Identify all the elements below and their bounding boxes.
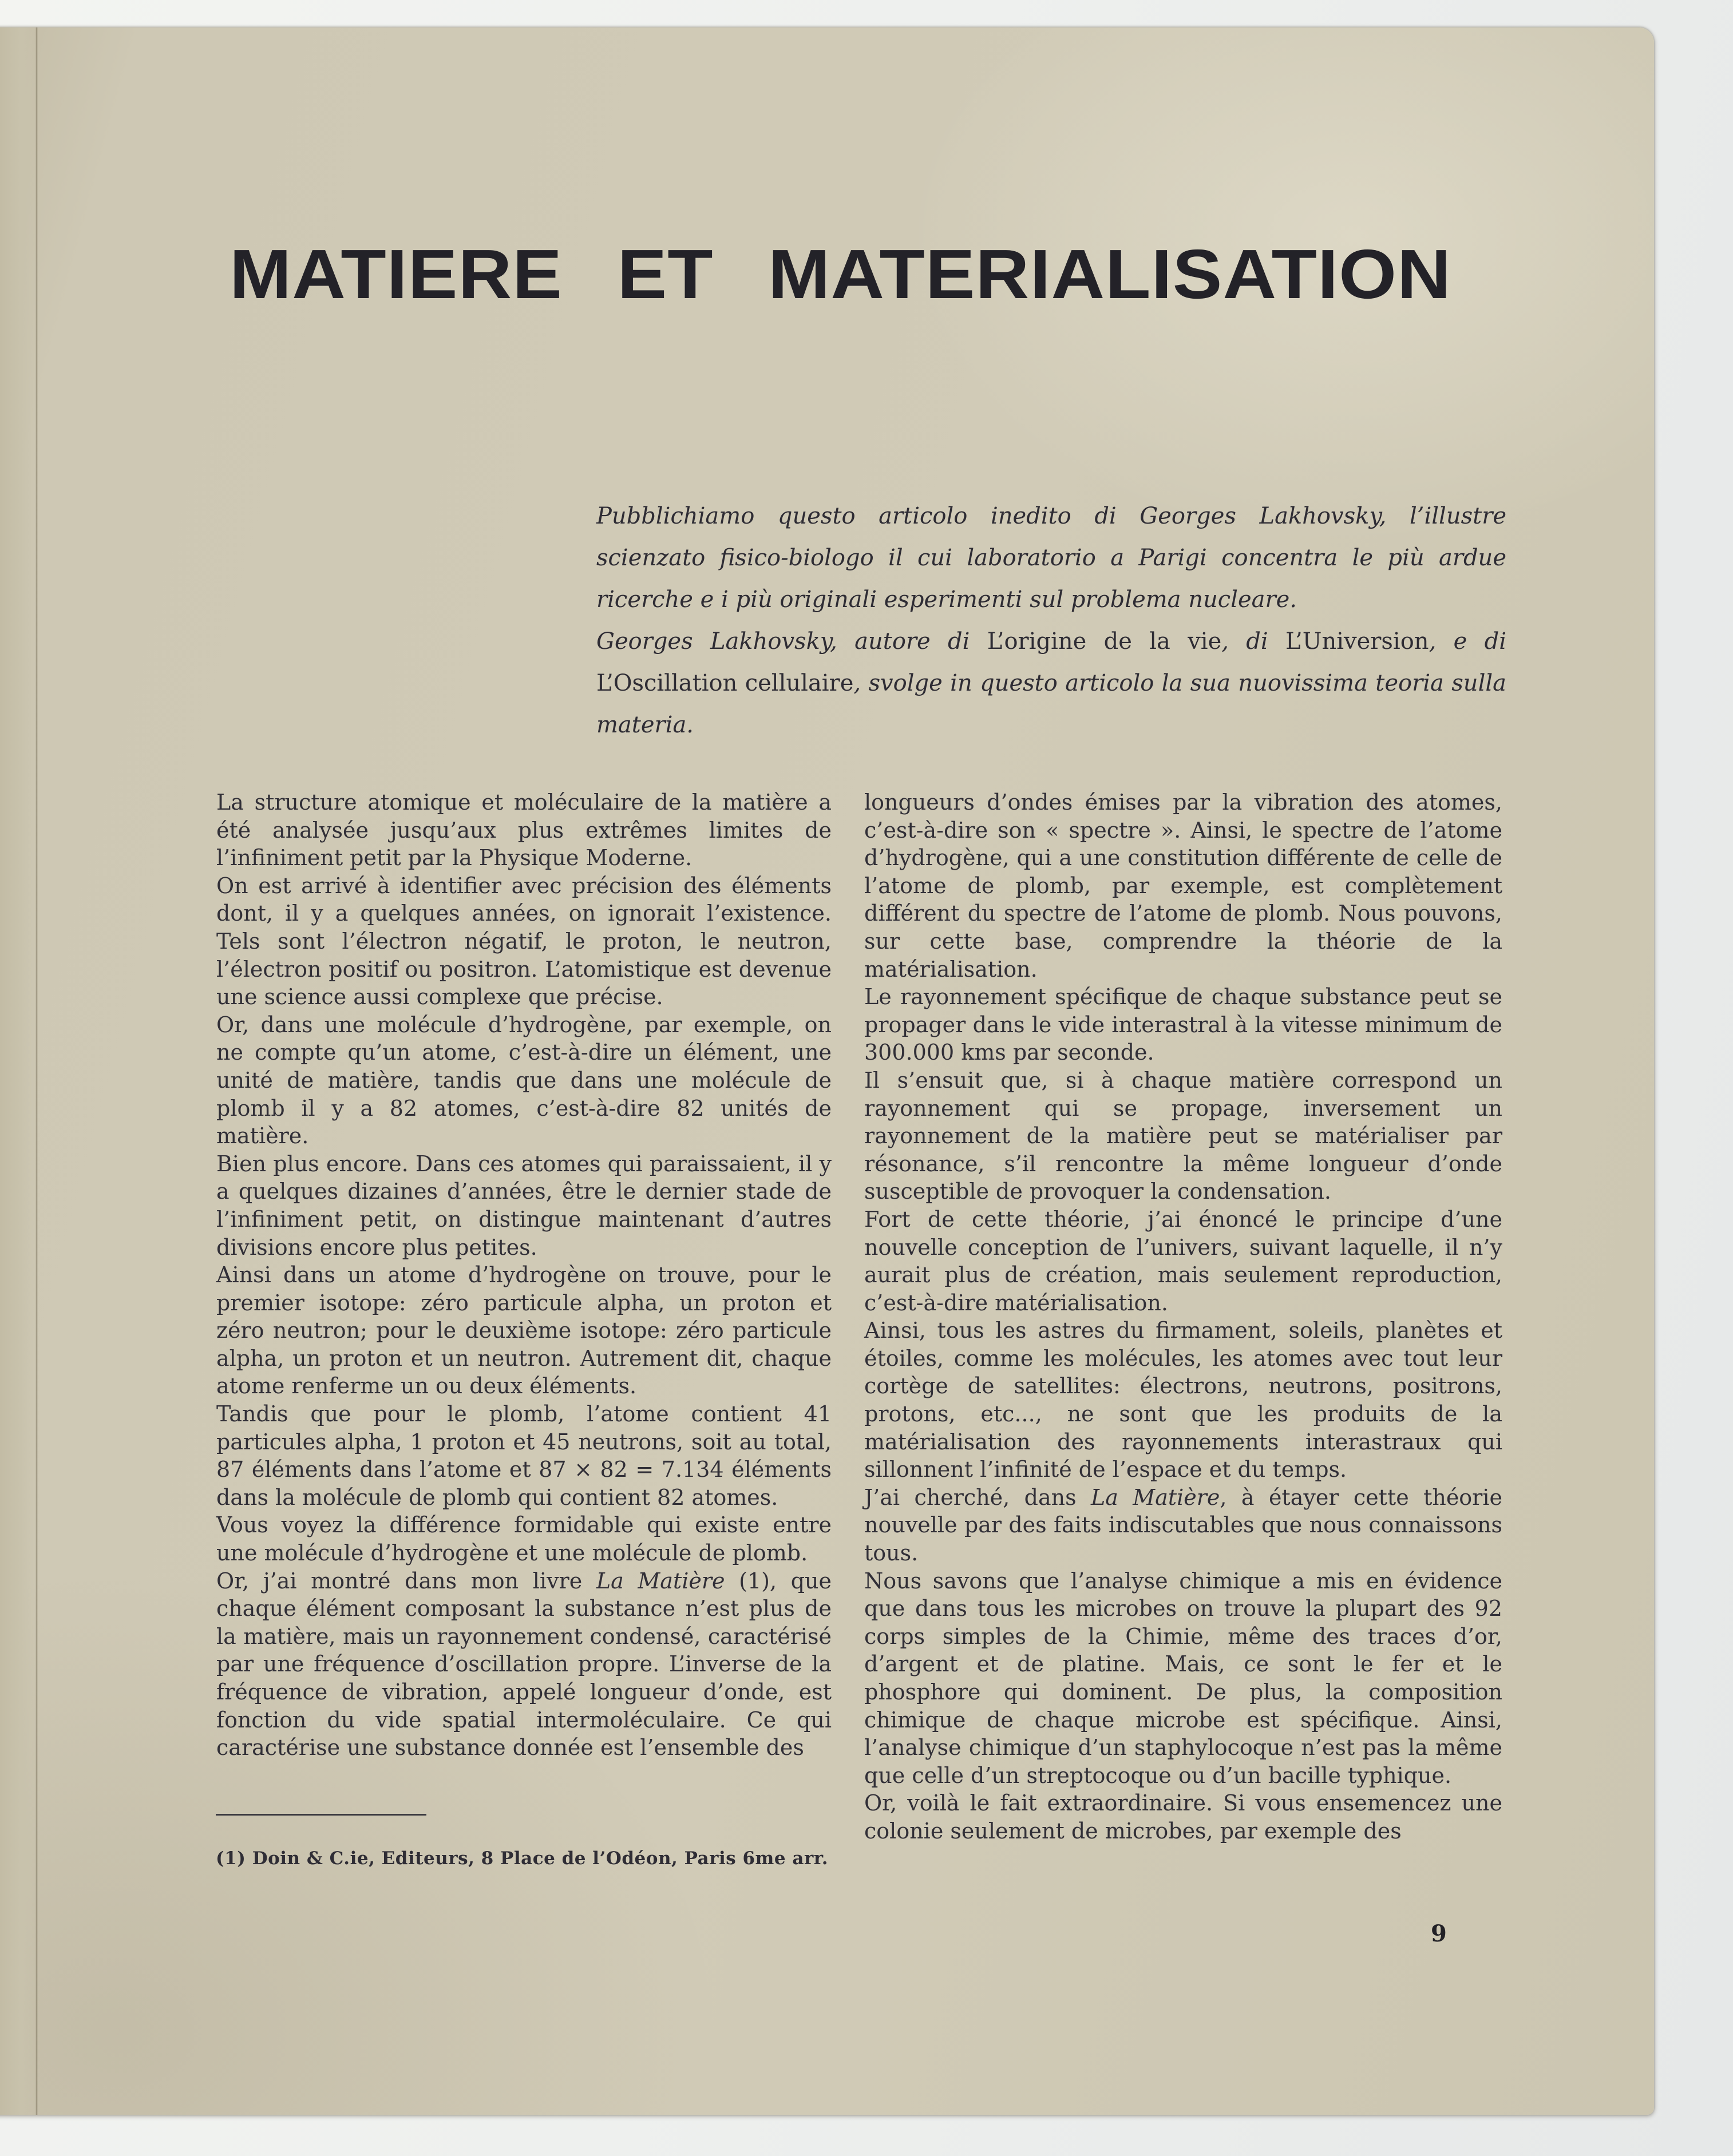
text-segment: , à étayer cette théorie nouvelle par des faits indiscutables que nous connaissons tous. xyxy=(864,1484,1502,1566)
right-column-paragraph-1 xyxy=(864,788,1502,983)
article-title: MATIERE ET MATERIALISATION xyxy=(230,235,1451,313)
intro-paragraph-2 xyxy=(596,621,1506,746)
italic-text-segment: Pubblichiamo questo articolo inedito di Georges Lakhovsky, l’illustre scienzato fisico-biologo il cui laboratorio a Parigi concentra le più ardue ricerche e i più originali esperimenti sul problema nucleare. xyxy=(596,503,1506,613)
italic-text-segment: , di xyxy=(1221,628,1286,655)
magazine-page xyxy=(0,27,1654,2115)
left-column-paragraph-8 xyxy=(216,1567,832,1762)
left-column-paragraph-4 xyxy=(216,1150,832,1261)
left-column-paragraph-5 xyxy=(216,1261,832,1400)
text-segment: J’ai cherché, dans xyxy=(864,1484,1091,1510)
footnote-rule xyxy=(216,1814,426,1816)
left-column-paragraph-1 xyxy=(216,788,832,872)
right-column xyxy=(864,788,1502,1845)
text-segment: L’Universion xyxy=(1285,628,1429,655)
left-column xyxy=(216,788,832,1762)
text-segment: Vous voyez la différence formidable qui existe entre une molécule d’hydrogène et une molécule de plomb. xyxy=(216,1512,832,1566)
text-segment: Ainsi, tous les astres du firmament, soleils, planètes et étoiles, comme les molécules, les atomes avec tout leur cortège de satellites: électrons, neutrons, positrons, protons, etc..., ne sont que les produits de la matérialisation des rayonnements interastraux qui sillonnent l’infinité de l’espace et du temps. xyxy=(864,1318,1502,1483)
footnote: (1) Doin & C.ie, Editeurs, 8 Place de l’Odéon, Paris 6me arr. xyxy=(216,1848,829,1869)
text-segment: On est arrivé à identifier avec précision des éléments dont, il y a quelques années, on ignorait l’existence. Tels sont l’électron négatif, le proton, le neutron, l’électron positif ou positron. L’atomistique est devenue une science aussi complexe que précise. xyxy=(216,873,832,1010)
right-column-paragraph-8 xyxy=(864,1789,1502,1845)
text-segment: Ainsi dans un atome d’hydrogène on trouve, pour le premier isotope: zéro particule alpha, un proton et zéro neutron; pour le deuxième isotope: zéro particule alpha, un proton et un neutron. Autrement dit, chaque atome renferme un ou deux éléments. xyxy=(216,1262,832,1399)
text-segment: Bien plus encore. Dans ces atomes qui paraissaient, il y a quelques dizaines d’années, être le dernier stade de l’infiniment petit, on distingue maintenant d’autres divisions encore plus petites. xyxy=(216,1151,832,1260)
italic-text-segment: , svolge in questo articolo la sua nuovissima teoria sulla materia. xyxy=(596,670,1507,738)
left-column-paragraph-6 xyxy=(216,1400,832,1511)
text-segment: Or, voilà le fait extraordinaire. Si vous ensemencez une colonie seulement de microbes, par exemple des xyxy=(864,1790,1502,1844)
italic-text-segment: , e di xyxy=(1429,628,1507,655)
text-segment: Le rayonnement spécifique de chaque substance peut se propager dans le vide interastral à la vitesse minimum de 300.000 kms par seconde. xyxy=(864,984,1502,1065)
text-segment: La structure atomique et moléculaire de la matière a été analysée jusqu’aux plus extrêmes limites de l’infiniment petit par la Physique Moderne. xyxy=(216,790,832,871)
right-column-paragraph-2 xyxy=(864,983,1502,1067)
text-segment: L’origine de la vie xyxy=(987,628,1222,655)
spine-shadow xyxy=(0,27,39,2115)
italic-text-segment: La Matière xyxy=(596,1568,725,1594)
page-number: 9 xyxy=(1431,1920,1447,1947)
right-column-paragraph-5 xyxy=(864,1317,1502,1484)
text-segment: longueurs d’ondes émises par la vibration des atomes, c’est-à-dire son « spectre ». Ainsi, le spectre de l’atome d’hydrogène, qui a une constitution différente de celle de l’atome de plomb, par exemple, est complètement différent du spectre de l’atome de plomb. Nous pouvons, sur cette base, comprendre la théorie de la matérialisation. xyxy=(864,790,1502,982)
text-segment: Il s’ensuit que, si à chaque matière correspond un rayonnement qui se propage, inversement un rayonnement de la matière peut se matérialiser par résonance, s’il rencontre la même longueur d’onde susceptible de provoquer la condensation. xyxy=(864,1067,1502,1204)
left-column-paragraph-2 xyxy=(216,872,832,1011)
text-segment: Or, dans une molécule d’hydrogène, par exemple, on ne compte qu’un atome, c’est-à-dire un élément, une unité de matière, tandis que dans une molécule de plomb il y a 82 atomes, c’est-à-dire 82 unités de matière. xyxy=(216,1012,832,1149)
text-segment: (1), que chaque élément composant la substance n’est plus de la matière, mais un rayonnement condensé, caractérisé par une fréquence d’oscillation propre. L’inverse de la fréquence de vibration, appelé longueur d’onde, est fonction du vide spatial intermoléculaire. Ce qui caractérise une substance donnée est l’ensemble des xyxy=(216,1568,832,1761)
text-segment: Fort de cette théorie, j’ai énoncé le principe d’une nouvelle conception de l’univers, suivant laquelle, il n’y aurait plus de création, mais seulement reproduction, c’est-à-dire matérialisation. xyxy=(864,1206,1502,1315)
page-fold-crease xyxy=(35,27,38,2115)
text-segment: Tandis que pour le plomb, l’atome contient 41 particules alpha, 1 proton et 45 neutrons, soit au total, 87 éléments dans l’atome et 87 × 82 = 7.134 éléments dans la molécule de plomb qui contient 82 atomes. xyxy=(216,1401,832,1510)
text-segment: L’Oscillation cellulaire xyxy=(596,670,854,696)
right-column-paragraph-7 xyxy=(864,1567,1502,1790)
left-column-paragraph-7 xyxy=(216,1511,832,1567)
intro-block xyxy=(596,496,1506,746)
left-column-paragraph-3 xyxy=(216,1011,832,1150)
text-segment: Nous savons que l’analyse chimique a mis en évidence que dans tous les microbes on trouve la plupart des 92 corps simples de la Chimie, même des traces d’or, d’argent et de platine. Mais, ce sont le fer et le phosphore qui dominent. De plus, la composition chimique de chaque microbe est spécifique. Ainsi, l’analyse chimique d’un staphylocoque n’est pas la même que celle d’un streptocoque ou d’un bacille typhique. xyxy=(864,1568,1502,1788)
italic-text-segment: La Matière xyxy=(1091,1484,1220,1510)
right-column-paragraph-6 xyxy=(864,1484,1502,1567)
right-column-paragraph-4 xyxy=(864,1206,1502,1317)
right-column-paragraph-3 xyxy=(864,1067,1502,1206)
intro-paragraph-1 xyxy=(596,496,1506,621)
italic-text-segment: Georges Lakhovsky, autore di xyxy=(596,628,987,655)
text-segment: Or, j’ai montré dans mon livre xyxy=(216,1568,596,1594)
